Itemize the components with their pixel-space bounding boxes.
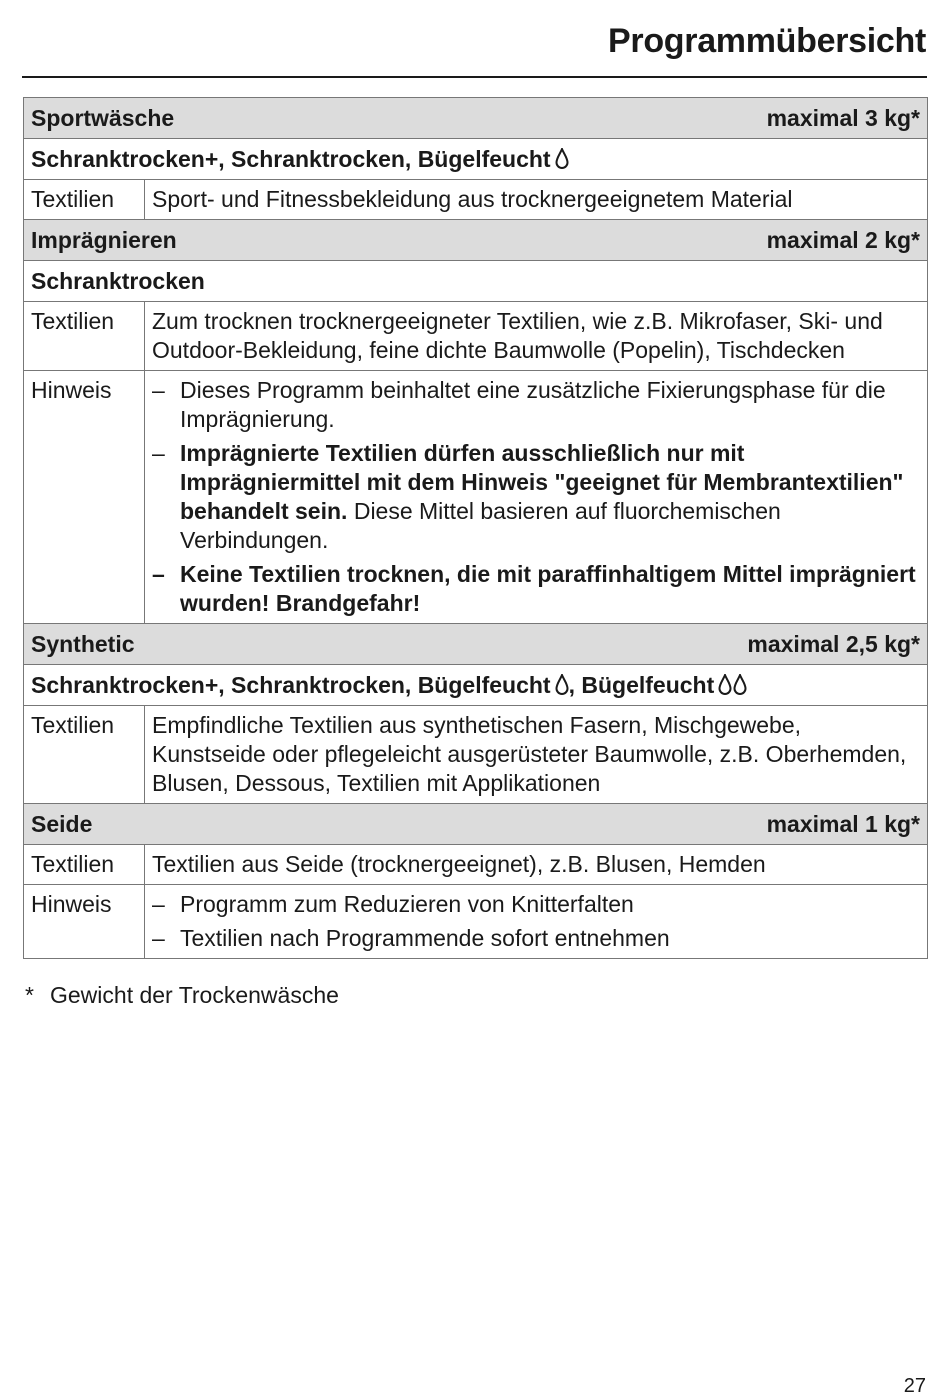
row-label: Textilien <box>24 180 145 220</box>
textilien-text: Empfindliche Textilien aus synthetischen Fasern, Mischgewebe, Kunstseide oder pflegeleicht ausgerüsteter Baumwolle, z.B. Oberhemden, Blusen, Dessous, Textilien mit Applikationen <box>145 706 928 804</box>
hinweis-item: – Textilien nach Programmende sofort entnehmen <box>152 924 920 953</box>
hinweis-row <box>24 371 928 624</box>
program-name: Imprägnieren <box>31 226 177 253</box>
drying-levels-row <box>24 665 928 706</box>
textilien-text: Zum trocknen trocknergeeigneter Textilien, wie z.B. Mikrofaser, Ski- und Outdoor-Bekleidung, feine dichte Baumwolle (Popelin), Tischdecken <box>145 302 928 371</box>
hinweis-item: – Dieses Programm beinhaltet eine zusätzliche Fixierungsphase für die Imprägnierung. <box>152 376 920 434</box>
drying-levels: Schranktrocken+, Schranktrocken, Bügelfeucht <box>31 671 551 698</box>
textilien-row <box>24 180 928 220</box>
hinweis-warning: – Keine Textilien trocknen, die mit paraffinhaltigem Mittel imprägniert wurden! Brandgefahr! <box>152 560 920 618</box>
program-max-load: maximal 2 kg* <box>766 226 920 253</box>
program-table <box>23 97 928 959</box>
program-header-sportwaesche <box>24 98 928 139</box>
program-max-load: maximal 3 kg* <box>766 104 920 131</box>
title-divider <box>22 76 927 78</box>
drying-levels: Schranktrocken+, Schranktrocken, Bügelfeucht <box>31 145 551 172</box>
textilien-row <box>24 302 928 371</box>
row-label: Hinweis <box>24 371 145 624</box>
footnote <box>25 982 339 1009</box>
textilien-row <box>24 845 928 885</box>
drying-levels-row <box>24 139 928 180</box>
hinweis-list <box>152 890 920 953</box>
textilien-text: Sport- und Fitnessbekleidung aus trocknergeeignetem Material <box>145 180 928 220</box>
drying-levels: Schranktrocken <box>31 267 205 294</box>
row-label: Hinweis <box>24 885 145 959</box>
hinweis-item-text: Diese Mittel basieren auf fluorchemischen Verbindungen. <box>180 498 781 553</box>
program-max-load: maximal 1 kg* <box>766 810 920 837</box>
water-drop-icon <box>555 148 569 170</box>
program-header-impraegnieren <box>24 220 928 261</box>
double-water-drop-icon <box>718 674 748 696</box>
textilien-text: Textilien aus Seide (trocknergeeignet), z.B. Blusen, Hemden <box>145 845 928 885</box>
program-name: Seide <box>31 810 93 837</box>
program-name: Sportwäsche <box>31 104 175 131</box>
page-number: 27 <box>903 1375 926 1397</box>
footnote-marker: * <box>25 982 34 1008</box>
hinweis-list <box>152 376 920 618</box>
textilien-row <box>24 706 928 804</box>
page-title: Programmübersicht <box>608 22 926 60</box>
row-label: Textilien <box>24 845 145 885</box>
hinweis-warning: Imprägnierte Textilien dürfen ausschließlich nur mit Imprägniermittel mit dem Hinweis "geeignet für Membrantextilien" behandelt sein. <box>180 440 904 524</box>
drying-levels-extra: , Bügelfeucht <box>568 671 715 698</box>
program-name: Synthetic <box>31 630 135 657</box>
row-label: Textilien <box>24 302 145 371</box>
row-label: Textilien <box>24 706 145 804</box>
hinweis-item <box>152 439 920 555</box>
program-header-seide <box>24 804 928 845</box>
program-header-synthetic <box>24 624 928 665</box>
footnote-text: Gewicht der Trockenwäsche <box>50 982 339 1008</box>
drying-levels-row <box>24 261 928 302</box>
hinweis-row <box>24 885 928 959</box>
water-drop-icon <box>555 674 569 696</box>
program-max-load: maximal 2,5 kg* <box>747 630 920 657</box>
hinweis-item: – Programm zum Reduzieren von Knitterfalten <box>152 890 920 919</box>
